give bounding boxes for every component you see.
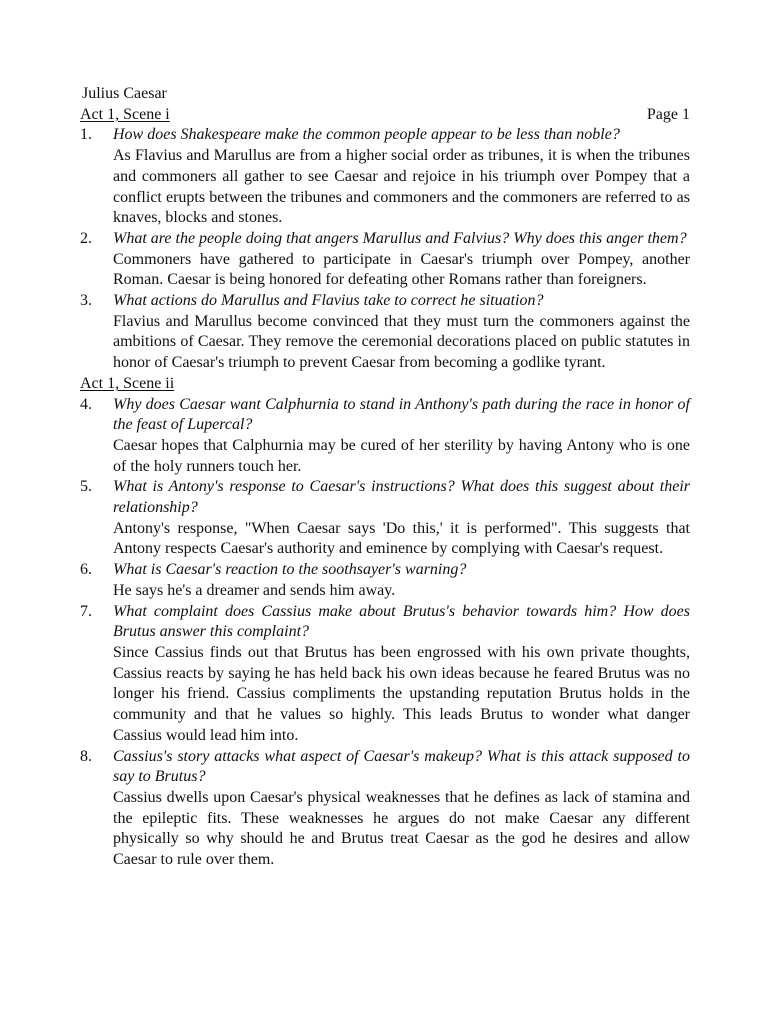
question-text: Cassius's story attacks what aspect of Caesar's makeup? What is this attack supposed to say to Brutus? <box>113 747 690 786</box>
section-header <box>80 374 690 395</box>
section-heading: Act 1, Scene i <box>80 105 170 123</box>
question-item <box>80 747 690 871</box>
page-number: Page 1 <box>646 105 690 123</box>
question-item <box>80 477 690 560</box>
question-item <box>80 395 690 478</box>
section-header <box>80 105 690 126</box>
question-item <box>80 602 690 747</box>
section-heading: Act 1, Scene ii <box>80 374 175 392</box>
answer-text: As Flavius and Marullus are from a higher social order as tribunes, it is when the tribunes and commoners all gather to see Caesar and rejoice in his triumph over Pompey that a conflict erupts between the tribunes and commoners and the commoners are referred to as knaves, blocks and stones. <box>113 147 690 227</box>
question-number: 1. <box>80 126 92 144</box>
answer-text: Commoners have gathered to participate in Caesar's triumph over Pompey, another Roman. Caesar is being honored for defeating other Romans rather than foreigners. <box>113 250 690 289</box>
question-number: 2. <box>80 229 92 247</box>
question-number: 8. <box>80 747 92 765</box>
document-title: Julius Caesar <box>82 85 167 102</box>
question-item <box>80 291 690 374</box>
question-item <box>80 125 690 229</box>
answer-text: He says he's a dreamer and sends him away. <box>113 581 396 599</box>
answer-text: Antony's response, "When Caesar says 'Do this,' it is performed". This suggests that Antony respects Caesar's authority and eminence by complying with Caesar's request. <box>113 519 690 558</box>
document-page <box>80 84 690 871</box>
answer-text: Since Cassius finds out that Brutus has been engrossed with his own private thoughts, Cassius reacts by saying he has held back his own ideas because he feared Brutus was no longer his friend. Cassius compliments the upstanding reputation Brutus holds in the community and that he values so highly. This leads Brutus to wonder what danger Cassius would lead him into. <box>113 643 690 744</box>
question-text: How does Shakespeare make the common people appear to be less than noble? <box>113 126 620 144</box>
question-item <box>80 229 690 291</box>
question-number: 4. <box>80 395 92 413</box>
question-number: 6. <box>80 561 92 579</box>
question-number: 3. <box>80 292 92 310</box>
question-text: What is Caesar's reaction to the soothsayer's warning? <box>113 561 467 579</box>
question-text: What is Antony's response to Caesar's instructions? What does this suggest about their relationship? <box>113 478 690 517</box>
question-text: What complaint does Cassius make about Brutus's behavior towards him? How does Brutus answer this complaint? <box>113 602 690 641</box>
answer-text: Caesar hopes that Calphurnia may be cured of her sterility by having Antony who is one of the holy runners touch her. <box>113 436 690 475</box>
question-number: 7. <box>80 602 92 620</box>
question-number: 5. <box>80 478 92 496</box>
answer-text: Flavius and Marullus become convinced that they must turn the commoners against the ambitions of Caesar. They remove the ceremonial decorations placed on public statutes in honor of Caesar's triumph to prevent Caesar from becoming a godlike tyrant. <box>113 312 690 372</box>
question-text: What are the people doing that angers Marullus and Falvius? Why does this anger them? <box>113 229 687 247</box>
answer-text: Cassius dwells upon Caesar's physical weaknesses that he defines as lack of stamina and the epileptic fits. These weaknesses he argues do not make Caesar any different physically so why should he and Brutus treat Caesar as the god he desires and allow Caesar to rule over them. <box>113 788 690 869</box>
question-text: Why does Caesar want Calphurnia to stand in Anthony's path during the race in honor of the feast of Lupercal? <box>113 395 690 434</box>
question-item <box>80 560 690 601</box>
question-text: What actions do Marullus and Flavius take to correct he situation? <box>113 292 544 310</box>
